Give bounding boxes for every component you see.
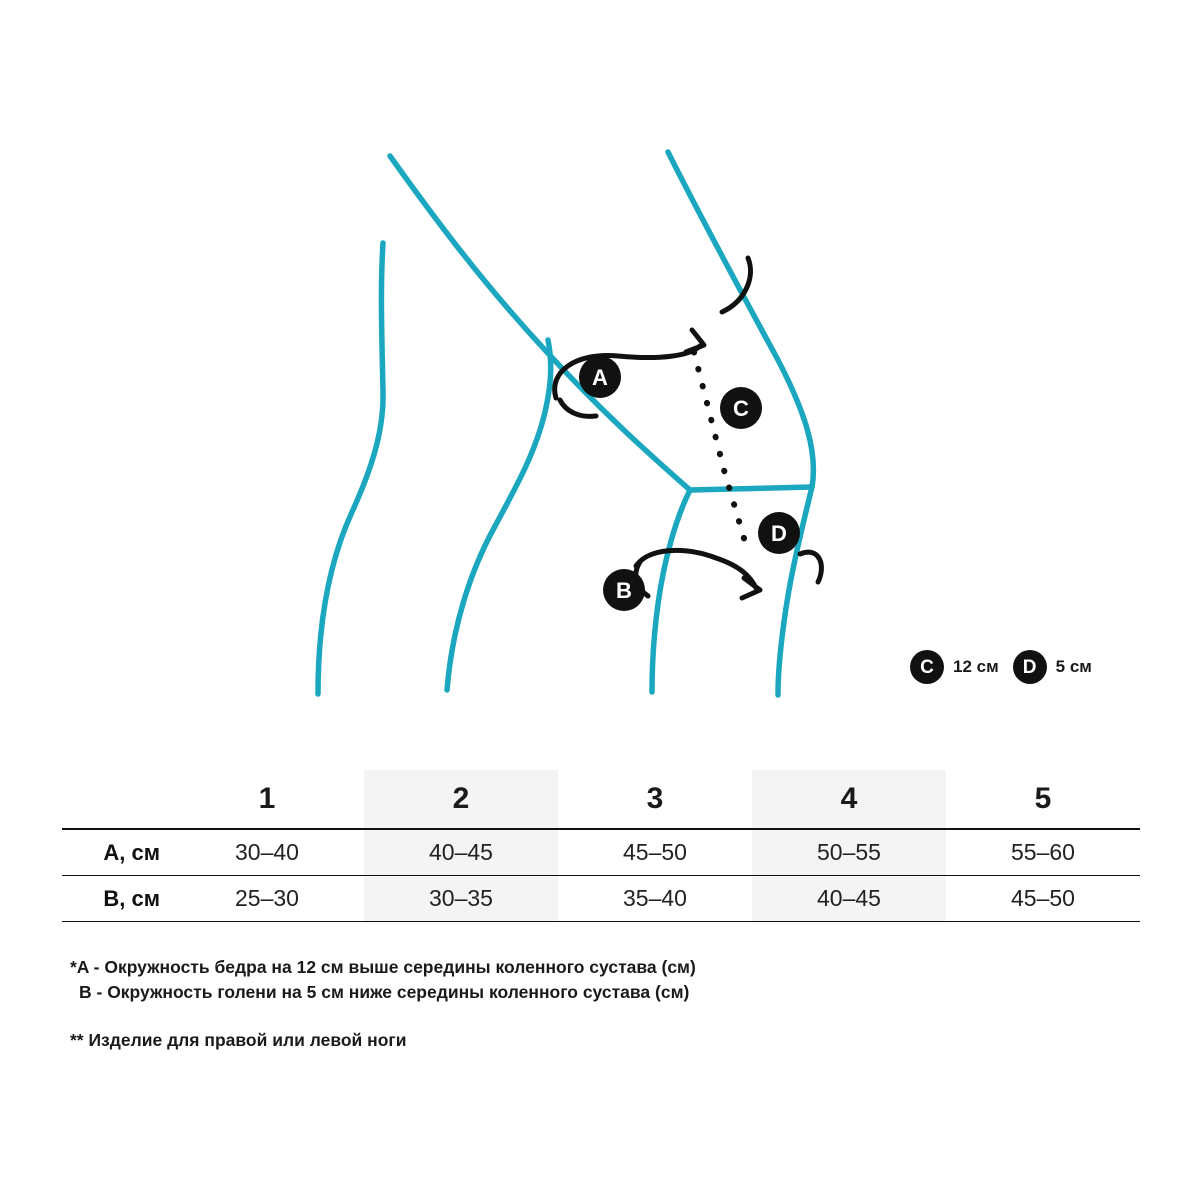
cell-a-1: 30–40 bbox=[170, 829, 364, 876]
table-header-size-1: 1 bbox=[170, 770, 364, 829]
dotted-measure-line bbox=[694, 352, 748, 552]
size-table-wrapper bbox=[62, 770, 1140, 922]
cell-b-1: 25–30 bbox=[170, 876, 364, 922]
marker-c bbox=[720, 387, 762, 429]
legend bbox=[910, 650, 1092, 684]
table-corner-cell bbox=[62, 770, 170, 829]
marker-d bbox=[758, 512, 800, 554]
marker-a bbox=[579, 356, 621, 398]
table-header-size-2: 2 bbox=[364, 770, 558, 829]
cell-a-2: 40–45 bbox=[364, 829, 558, 876]
legend-item-c bbox=[910, 650, 999, 684]
svg-text:A: A bbox=[592, 365, 608, 390]
calf-front-path bbox=[652, 490, 690, 692]
cell-b-2: 30–35 bbox=[364, 876, 558, 922]
badge-d-icon: D bbox=[1013, 650, 1047, 684]
legend-item-d bbox=[1013, 650, 1092, 684]
svg-text:D: D bbox=[771, 521, 787, 546]
footnote-side: ** Изделие для правой или левой ноги bbox=[70, 1029, 407, 1050]
row-label-a: A, см bbox=[62, 829, 170, 876]
thigh-front-path bbox=[390, 156, 690, 490]
cell-b-5: 45–50 bbox=[946, 876, 1140, 922]
legend-value-d: 5 см bbox=[1055, 657, 1092, 676]
svg-text:B: B bbox=[616, 578, 632, 603]
footnote-b: B - Окружность голени на 5 см ниже середины коленного сустава (см) bbox=[79, 982, 690, 1003]
svg-text:C: C bbox=[733, 396, 749, 421]
badge-c-icon: C bbox=[910, 650, 944, 684]
table-header-size-4: 4 bbox=[752, 770, 946, 829]
outer-thigh-path bbox=[668, 152, 813, 487]
legend-value-c: 12 см bbox=[953, 657, 999, 676]
size-table bbox=[62, 770, 1140, 922]
back-outline-path bbox=[318, 243, 383, 694]
table-header-size-5: 5 bbox=[946, 770, 1140, 829]
inner-leg-path bbox=[447, 340, 551, 690]
table-row bbox=[62, 829, 1140, 876]
cell-a-3: 45–50 bbox=[558, 829, 752, 876]
footnotes bbox=[70, 955, 1120, 1053]
knee-line-path bbox=[690, 487, 812, 490]
cell-a-4: 50–55 bbox=[752, 829, 946, 876]
measure-arrow-a bbox=[555, 330, 704, 416]
table-header-size-3: 3 bbox=[558, 770, 752, 829]
row-label-b: B, см bbox=[62, 876, 170, 922]
cell-b-4: 40–45 bbox=[752, 876, 946, 922]
table-header-row bbox=[62, 770, 1140, 829]
marker-b bbox=[603, 569, 645, 611]
table-row bbox=[62, 876, 1140, 922]
cell-a-5: 55–60 bbox=[946, 829, 1140, 876]
cell-b-3: 35–40 bbox=[558, 876, 752, 922]
footnote-a: *A - Окружность бедра на 12 см выше середины коленного сустава (см) bbox=[70, 957, 696, 977]
